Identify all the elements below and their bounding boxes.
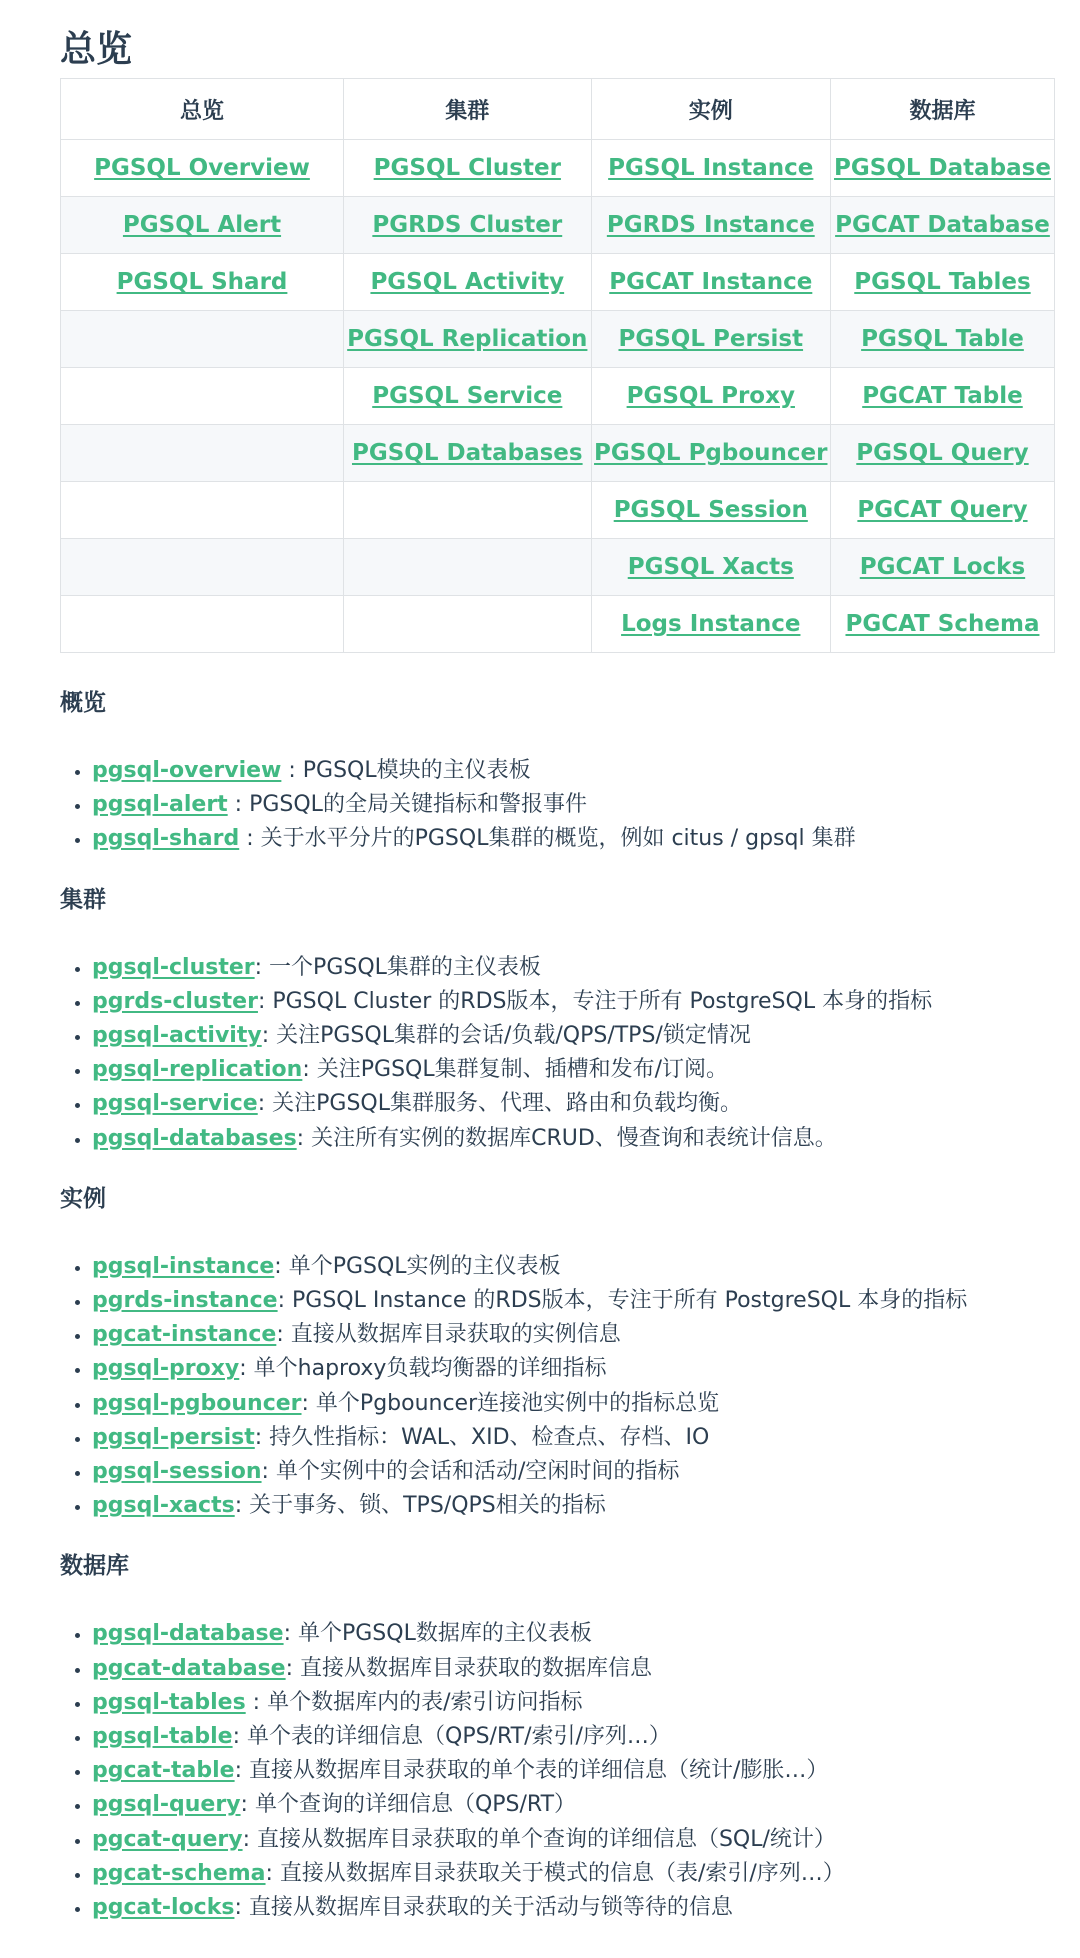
item-description: : 关注PGSQL集群的会话/负载/QPS/TPS/锁定情况 [261,1023,751,1049]
table-cell [830,539,1054,596]
list-item [92,1857,1020,1891]
list-item [92,822,1020,856]
dashboard-link[interactable]: PGSQL Session [613,497,808,523]
item-description: : PGSQL模块的主仪表板 [281,758,531,783]
column-header: 数据库 [830,79,1054,140]
item-description: : 持久性指标：WAL、XID、检查点、存档、IO [254,1424,710,1450]
dashboard-link[interactable]: PGSQL Persist [618,326,804,352]
dashboard-link[interactable]: pgsql-query [92,1792,241,1818]
item-description: : 直接从数据库目录获取关于模式的信息（表/索引/序列…） [265,1860,845,1886]
dashboard-link[interactable]: PGSQL Overview [94,155,310,181]
list-item [92,1318,1020,1352]
item-description: : 单个表的详细信息（QPS/RT/索引/序列…） [232,1724,671,1750]
section-list [60,1617,1020,1925]
item-description: : PGSQL的全局关键指标和警报事件 [227,792,587,818]
table-cell [591,482,830,539]
dashboard-link[interactable]: PGSQL Query [856,440,1029,466]
table-row [61,197,1055,254]
dashboard-link[interactable]: pgsql-persist [92,1424,255,1450]
table-cell [343,368,591,425]
table-cell [61,482,344,539]
section-list [60,1250,1020,1524]
dashboard-link[interactable]: pgcat-query [92,1826,243,1852]
item-description: : 单个查询的详细信息（QPS/RT） [240,1792,577,1818]
dashboard-link[interactable]: PGSQL Table [861,326,1024,352]
item-description: : 关于水平分片的PGSQL集群的概览，例如 citus / gpsql 集群 [239,826,856,852]
dashboard-table [60,78,1055,653]
list-item [92,951,1020,985]
table-header-row [61,79,1055,140]
item-description: : 一个PGSQL集群的主仪表板 [254,954,541,980]
section-list [60,951,1020,1156]
list-item [92,1352,1020,1386]
item-description: : 关注所有实例的数据库CRUD、慢查询和表统计信息。 [296,1125,837,1151]
list-item [92,788,1020,822]
dashboard-link[interactable]: PGSQL Proxy [626,383,795,409]
item-description: : 直接从数据库目录获取的实例信息 [276,1322,621,1348]
dashboard-link[interactable]: PGSQL Shard [116,269,288,295]
dashboard-link[interactable]: pgsql-databases [92,1125,297,1151]
list-item [92,1652,1020,1686]
dashboard-link[interactable]: PGSQL Service [372,383,563,409]
table-row [61,140,1055,197]
dashboard-link[interactable]: pgsql-activity [92,1023,262,1049]
dashboard-link[interactable]: pgcat-table [92,1758,235,1784]
item-description: : PGSQL Instance 的RDS版本，专注于所有 PostgreSQL 本身的指标 [277,1288,968,1314]
table-cell [61,596,344,653]
list-item [92,754,1020,788]
dashboard-link[interactable]: pgsql-shard [92,826,240,852]
dashboard-link[interactable]: PGCAT Instance [609,269,813,295]
dashboard-link[interactable]: PGSQL Database [834,155,1051,181]
sections [60,689,1020,1925]
item-description: : 单个PGSQL实例的主仪表板 [274,1253,561,1279]
dashboard-link[interactable]: PGCAT Query [857,497,1028,523]
item-description: : 关注PGSQL集群服务、代理、路由和负载均衡。 [257,1091,742,1117]
table-cell [830,197,1054,254]
dashboard-link[interactable]: pgrds-instance [92,1288,278,1314]
dashboard-link[interactable]: pgsql-session [92,1459,262,1485]
dashboard-link[interactable]: PGSQL Tables [854,269,1031,295]
list-item [92,1087,1020,1121]
column-header: 实例 [591,79,830,140]
table-cell [591,425,830,482]
dashboard-link[interactable]: PGCAT Locks [859,554,1026,580]
item-description: : 单个实例中的会话和活动/空闲时间的指标 [261,1459,680,1485]
dashboard-link[interactable]: pgsql-cluster [92,954,255,980]
dashboard-link[interactable]: pgsql-instance [92,1253,275,1279]
item-description: : 单个PGSQL数据库的主仪表板 [283,1621,592,1647]
table-cell [61,254,344,311]
dashboard-link[interactable]: pgsql-service [92,1091,258,1117]
table-cell [591,197,830,254]
item-description: : 关于事务、锁、TPS/QPS相关的指标 [234,1493,606,1519]
section-heading: 概览 [60,690,106,716]
list-item [92,1489,1020,1523]
list-item [92,1455,1020,1489]
dashboard-link[interactable]: PGSQL Alert [122,212,282,238]
table-cell [343,197,591,254]
table-cell [830,311,1054,368]
table-cell [591,311,830,368]
table-cell [61,197,344,254]
column-header: 集群 [343,79,591,140]
list-item [92,1284,1020,1318]
dashboard-link[interactable]: pgcat-instance [92,1322,277,1348]
dashboard-link[interactable]: pgsql-replication [92,1057,303,1083]
table-cell [830,425,1054,482]
list-item [92,1387,1020,1421]
table-cell [830,254,1054,311]
table-row [61,482,1055,539]
table-cell [61,368,344,425]
dashboard-link[interactable]: PGCAT Database [835,212,1050,238]
table-cell [343,482,591,539]
section-list [60,754,1020,857]
item-description: : 单个数据库内的表/索引访问指标 [245,1689,583,1715]
table-cell [830,368,1054,425]
table-cell [343,596,591,653]
section-heading: 集群 [60,886,106,913]
table-cell [61,140,344,197]
table-cell [830,140,1054,197]
dashboard-link[interactable]: PGCAT Table [862,383,1023,409]
dashboard-link[interactable]: pgsql-xacts [92,1493,235,1519]
table-cell [591,254,830,311]
item-description: : 关注PGSQL集群复制、插槽和发布/订阅。 [302,1057,729,1083]
dashboard-link[interactable]: PGCAT Schema [845,611,1040,637]
list-item [92,1122,1020,1156]
list-item [92,1421,1020,1455]
dashboard-link[interactable]: pgsql-table [92,1724,233,1750]
table-cell [61,311,344,368]
dashboard-link[interactable]: pgsql-overview [92,758,282,783]
list-item [92,1053,1020,1087]
item-description: : 单个Pgbouncer连接池实例中的指标总览 [301,1390,720,1416]
dashboard-link[interactable]: PGSQL Xacts [627,554,794,580]
dashboard-link[interactable]: PGSQL Replication [347,326,588,352]
dashboard-link[interactable]: pgcat-database [92,1655,286,1681]
dashboard-link[interactable]: Logs Instance [621,611,801,637]
section-heading: 实例 [60,1185,106,1212]
dashboard-link[interactable]: PGSQL Activity [370,269,565,295]
dashboard-link[interactable]: PGRDS Cluster [372,212,563,238]
table-row [61,368,1055,425]
item-description: : 直接从数据库目录获取的单个表的详细信息（统计/膨胀…） [234,1758,829,1784]
table-row [61,596,1055,653]
dashboard-link[interactable]: pgsql-pgbouncer [92,1390,302,1416]
list-item [92,1754,1020,1788]
table-cell [343,140,591,197]
table-cell [591,368,830,425]
list-item [92,985,1020,1019]
dashboard-link[interactable]: PGRDS Instance [606,212,815,238]
dashboard-link[interactable]: pgcat-schema [92,1860,266,1886]
list-item [92,1617,1020,1651]
table-cell [591,596,830,653]
table-row [61,254,1055,311]
table-row [61,425,1055,482]
page-title: 总览 [60,29,133,70]
table-row [61,539,1055,596]
dashboard-link[interactable]: pgsql-alert [92,792,228,818]
dashboard-link[interactable]: pgrds-cluster [92,988,258,1014]
dashboard-link[interactable]: PGSQL Cluster [373,155,561,181]
column-header: 总览 [61,79,344,140]
list-item [92,1788,1020,1822]
section-heading: 数据库 [60,1553,129,1580]
list-item [92,1686,1020,1720]
item-description: : PGSQL Cluster 的RDS版本，专注于所有 PostgreSQL 本身的指标 [257,988,933,1014]
list-item [92,1019,1020,1053]
table-cell [343,425,591,482]
list-item [92,1720,1020,1754]
table-cell [61,425,344,482]
dashboard-link[interactable]: PGSQL Pgbouncer [594,440,828,466]
item-description: : 单个haproxy负载均衡器的详细指标 [239,1356,607,1382]
list-item [92,1250,1020,1284]
dashboard-link[interactable]: pgcat-locks [92,1895,235,1921]
table-cell [830,596,1054,653]
table-cell [61,539,344,596]
dashboard-link[interactable]: pgsql-proxy [92,1356,240,1382]
dashboard-link[interactable]: pgsql-tables [92,1689,246,1715]
list-item [92,1823,1020,1857]
item-description: : 直接从数据库目录获取的数据库信息 [285,1655,653,1681]
table-cell [830,482,1054,539]
list-item [92,1891,1020,1925]
table-cell [343,311,591,368]
dashboard-link[interactable]: pgsql-database [92,1621,284,1647]
table-cell [343,254,591,311]
dashboard-link[interactable]: PGSQL Instance [608,155,814,181]
item-description: : 直接从数据库目录获取的关于活动与锁等待的信息 [234,1895,733,1921]
table-row [61,311,1055,368]
table-cell [343,539,591,596]
table-cell [591,140,830,197]
table-cell [591,539,830,596]
dashboard-link[interactable]: PGSQL Databases [351,440,583,466]
item-description: : 直接从数据库目录获取的单个查询的详细信息（SQL/统计） [242,1826,836,1852]
